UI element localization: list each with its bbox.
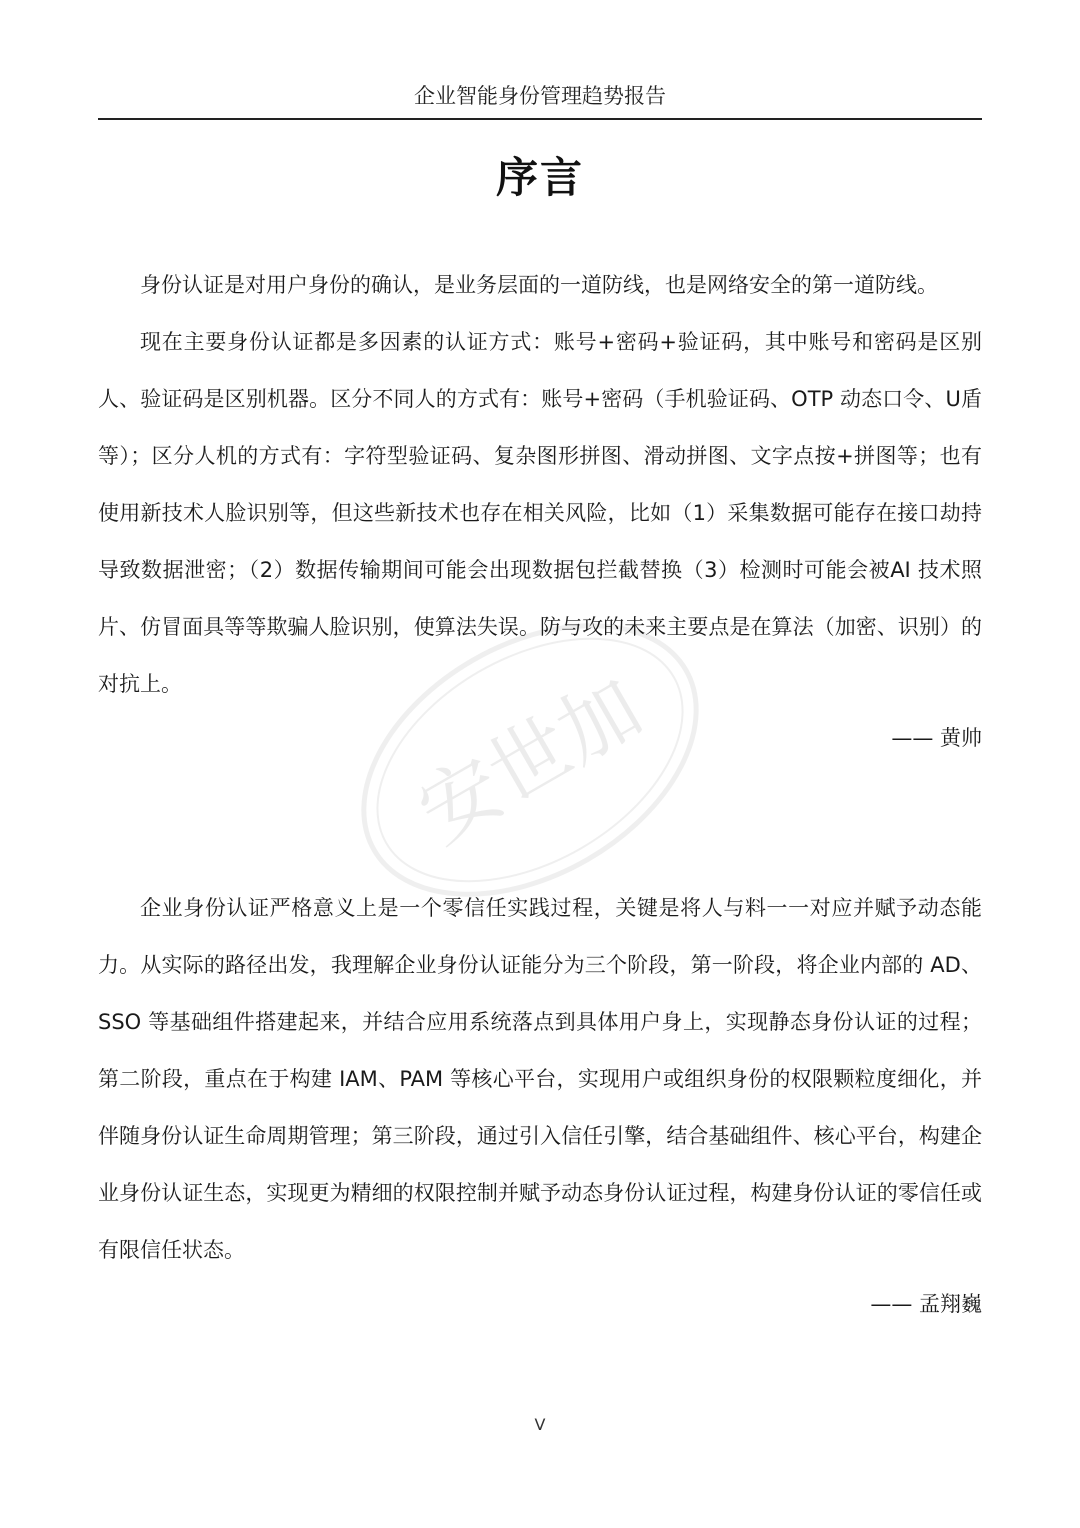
page-title: 序言 <box>495 153 584 202</box>
paragraph: 现在主要身份认证都是多因素的认证方式：账号+密码+验证码，其中账号和密码是区别人、验证码是区别机器。区分不同人的方式有：账号+密码（手机验证码、OTP 动态口令、U盾等）；区分人机的方式有：字符型验证码、复杂图形拼图、滑动拼图、文字点按+拼图等；也有使用新技术人脸识别等，但这些新技术也存在相关风险，比如（1）采集数据可能存在接口劫持导致数据泄密；（2）数据传输期间可能会出现数据包拦截替换（3）检测时可能会被AI 技术照片、仿冒面具等等欺骗人脸识别，使算法失误。防与攻的未来主要点是在算法（加密、识别）的对抗上。 <box>98 330 982 696</box>
preface-section-1 <box>98 257 982 713</box>
paragraph: 企业身份认证严格意义上是一个零信任实践过程，关键是将人与料一一对应并赋予动态能力。从实际的路径出发，我理解企业身份认证能分为三个阶段，第一阶段，将企业内部的 AD、SSO 等基础组件搭建起来，并结合应用系统落点到具体用户身上，实现静态身份认证的过程；第二阶段，重点在于构建 IAM、PAM 等核心平台，实现用户或组织身份的权限颗粒度细化，并伴随身份认证生命周期管理；第三阶段，通过引入信任引擎，结合基础组件、核心平台，构建企业身份认证生态，实现更为精细的权限控制并赋予动态身份认证过程，构建身份认证的零信任或有限信任状态。 <box>98 896 982 1262</box>
page-number: V <box>534 1415 546 1434</box>
watermark-text: 安世加 <box>403 660 658 861</box>
page-header <box>98 80 982 120</box>
signature-huang-shuai: —— 黄帅 <box>891 726 982 750</box>
report-title: 企业智能身份管理趋势报告 <box>414 84 666 108</box>
signature-meng-xiangwei: —— 孟翔巍 <box>870 1292 982 1316</box>
preface-section-2 <box>98 880 982 1279</box>
paragraph: 身份认证是对用户身份的确认，是业务层面的一道防线，也是网络安全的第一道防线。 <box>140 273 938 297</box>
